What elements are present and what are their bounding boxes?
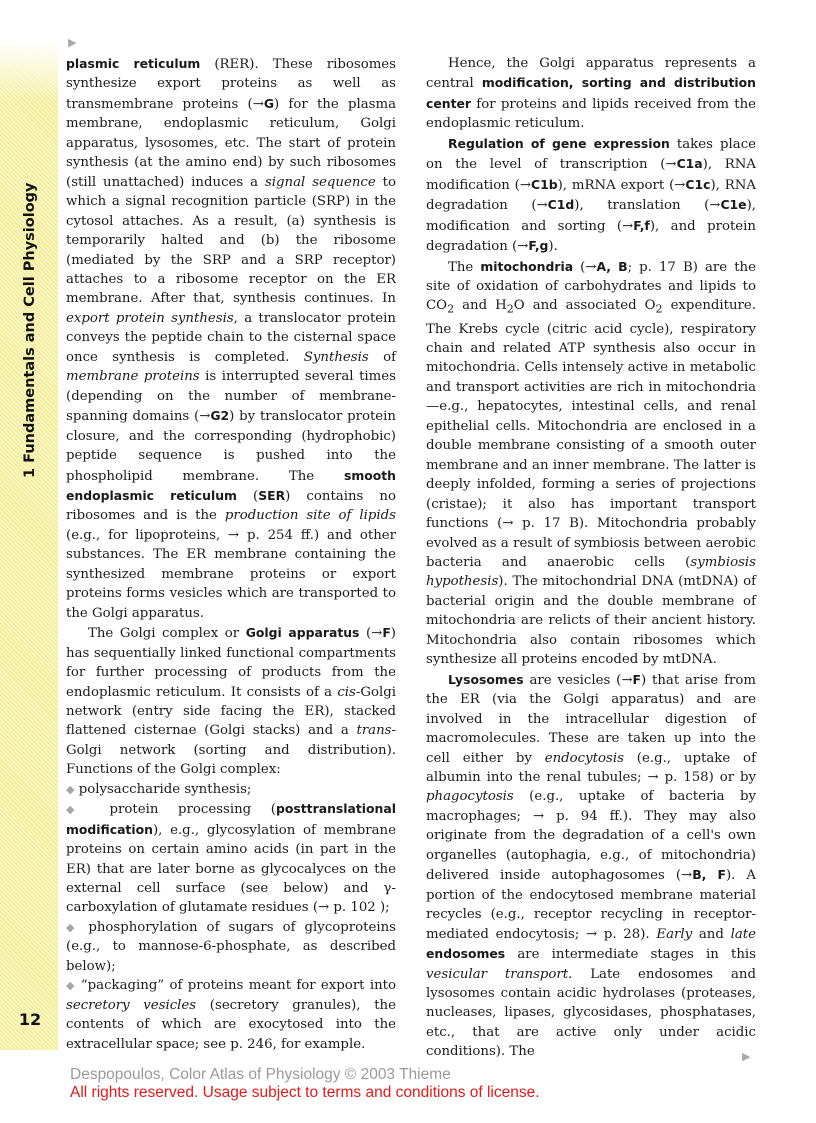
continued-on-arrow-icon: ▶ [742, 1050, 751, 1063]
diamond-bullet-icon: ◆ [66, 803, 90, 817]
paragraph-rer: plasmic reticulum (RER). These ribosomes synthesize export proteins as well as transmembrane proteins (→G) for the plasma membrane, endoplasmic reticulum, Golgi apparatus, lysosomes, etc. The start of protein synthesis (at the amino end) by such ribosomes (still unattached) induces a signal sequence to which a signal recognition particle (SRP) in the cytosol attaches. As a result, (a) synthesis is temporarily halted and (b) the ribosome (mediated by the SRP and a SRP receptor) attaches to a ribosome receptor on the ER membrane. After that, synthesis continues. In export protein synthesis, a translocator protein conveys the peptide chain to the cisternal space once synthesis is completed. Synthesis of membrane proteins is interrupted several times (depending on the number of membrane-spanning domains (→G2) by translocator protein closure, and the corresponding (hydrophobic) peptide sequence is pushed into the phospholipid membrane. The smooth endoplasmic reticulum (SER) contains no ribosomes and is the production site of lipids (e.g., for lipoproteins, → p. 254 ff.) and other substances. The ER membrane containing the synthesized membrane proteins or export proteins forms vesicles which are transported to the Golgi apparatus. [66, 56, 397, 621]
footer-credit: Despopoulos, Color Atlas of Physiology © 2003 Thieme [70, 1066, 451, 1083]
right-column [426, 54, 756, 1062]
paragraph-gene-expression: Regulation of gene expression takes place on the level of transcription (→C1a), RNA modification (→C1b), mRNA export (→C1c), RNA degradation (→C1d), translation (→C1e), modification and sorting (→F,f), and protein degradation (→F,g). [426, 135, 757, 255]
side-band-fade [0, 40, 58, 100]
diamond-bullet-icon: ◆ [66, 920, 80, 934]
list-item-polysaccharide: ◆ polysaccharide synthesis; [66, 781, 252, 797]
diamond-bullet-icon: ◆ [66, 782, 75, 796]
list-item-phosphorylation: ◆ phosphorylation of sugars of glycoproteins (e.g., to mannose-6-phosphate, as described below); [66, 919, 396, 974]
chapter-title: 1 Fundamentals and Cell Physiology [22, 182, 38, 478]
paragraph-lysosomes: Lysosomes are vesicles (→F) that arise from the ER (via the Golgi apparatus) and are involved in the intracellular digestion of macromolecules. These are taken up into the cell either by endocytosis (e.g., uptake of albumin into the renal tubules; → p. 158) or by phagocytosis (e.g., uptake of bacteria by macrophages; → p. 94 ff.). They may also originate from the degradation of a cell's own organelles (autophagia, e.g., of mitochondria) delivered inside autophagosomes (→B, F). A portion of the endocytosed membrane material recycles (e.g., receptor recycling in receptor-mediated endocytosis; → p. 28). Early and late endosomes are intermediate stages in this vesicular transport. Late endosomes and lysosomes contain acidic hydrolases (proteases, nucleases, lipases, glycosidases, phosphatases, etc., that are active only under acidic conditions). The [426, 671, 757, 1060]
list-item-packaging: ◆ “packaging” of proteins meant for export into secretory vesicles (secretory granules), the contents of which are exocytosed into the extracellular space; see p. 246, for example. [66, 978, 396, 1052]
paragraph-mitochondria: The mitochondria (→A, B; p. 17 B) are the site of oxidation of carbohydrates and lipids to $CO_2$ and $H_2O$ and associated $O_2$ expenditure. The Krebs cycle (citric acid cycle), respiratory chain and related ATP synthesis also occur in mitochondria. Cells intensely active in metabolic and transport activities are rich in mitochondria—e.g., hepatocytes, intestinal cells, and renal epithelial cells. Mitochondria are enclosed in a double membrane consisting of a smooth outer membrane and an inner membrane. The latter is deeply infolded, forming a series of projections (cristae); it also has important transport functions (→ p. 17 B). Mitochondria probably evolved as a result of symbiosis between aerobic bacteria and anaerobic cells (symbiosis hypothesis). The mitochondrial DNA (mtDNA) of bacterial origin and the double membrane of mitochondria are relicts of their ancient history. Mitochondria also contain ribosomes which synthesize all proteins encoded by mtDNA. [426, 258, 757, 668]
left-column [66, 54, 396, 1054]
paragraph-golgi-summary: Hence, the Golgi apparatus represents a central modification, sorting and distribution center for proteins and lipids received from the endoplasmic reticulum. [426, 56, 756, 132]
diamond-bullet-icon: ◆ [66, 979, 76, 993]
paragraph-golgi: The Golgi complex or Golgi apparatus (→F) has sequentially linked functional compartments for further processing of products from the endoplasmic reticulum. It consists of a cis-Golgi network (entry side facing the ER), stacked flattened cisternae (Golgi stacks) and a trans-Golgi network (sorting and distribution). Functions of the Golgi complex: [66, 625, 396, 778]
footer-license: All rights reserved. Usage subject to terms and conditions of license. [70, 1084, 540, 1101]
page-number: 12 [18, 1010, 42, 1029]
list-item-protein-processing: ◆ protein processing (posttranslational modification), e.g., glycosylation of membrane proteins on certain amino acids (in part in the ER) that are later borne as glycocalyces on the external cell surface (see below) and γ-carboxylation of glutamate residues (→ p. 102 ); [66, 801, 396, 916]
continued-from-arrow-icon: ▶ [68, 36, 77, 49]
